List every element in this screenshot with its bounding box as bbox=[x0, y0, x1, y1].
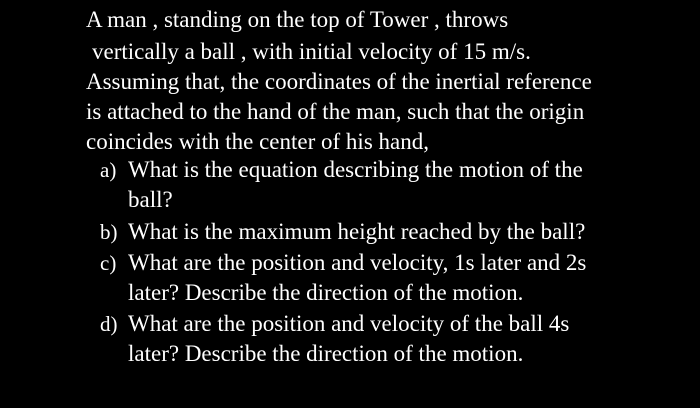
intro-line-3: Assuming that, the coordinates of the inertial reference bbox=[86, 69, 592, 94]
intro-line-4: is attached to the hand of the man, such that the origin bbox=[86, 99, 585, 124]
intro-line-2: vertically a ball , with initial velocity of 15 m/s. bbox=[92, 39, 531, 64]
intro-line-1: A man , standing on the top of Tower , throws bbox=[86, 7, 509, 32]
question-d-line-1: What are the position and velocity of the ball 4s bbox=[128, 311, 570, 336]
question-b-text bbox=[128, 217, 585, 247]
question-b-line-1: What is the maximum height reached by the ball? bbox=[128, 219, 586, 244]
question-c-marker: c) bbox=[100, 251, 117, 275]
question-a-text bbox=[128, 155, 583, 215]
question-b-marker: b) bbox=[100, 220, 118, 244]
question-a-line-2: ball? bbox=[128, 187, 173, 212]
question-c-line-2: later? Describe the direction of the motion. bbox=[128, 280, 524, 305]
question-a-line-1: What is the equation describing the motion of the bbox=[128, 157, 583, 182]
question-d-marker: d) bbox=[100, 312, 118, 336]
question-d-text bbox=[128, 309, 569, 369]
question-c-text bbox=[128, 248, 586, 308]
question-d-line-2: later? Describe the direction of the motion. bbox=[128, 341, 524, 366]
intro-line-5: coincides with the center of his hand, bbox=[86, 129, 429, 154]
question-c-line-1: What are the position and velocity, 1s later and 2s bbox=[128, 250, 587, 275]
question-a-marker: a) bbox=[100, 158, 117, 182]
